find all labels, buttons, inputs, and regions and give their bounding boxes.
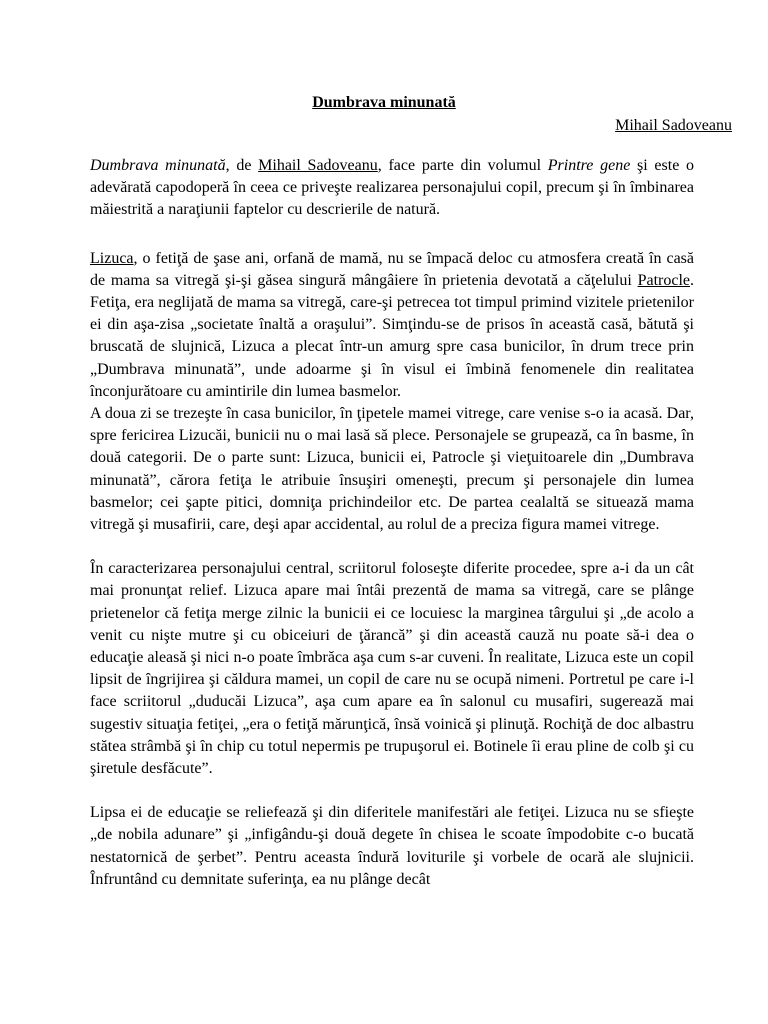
intro-text-2: , face parte din volumul	[377, 157, 548, 174]
paragraph-next-day: A doua zi se trezeşte în casa bunicilor, în ţipetele mamei vitrege, care venise s-o ia acasă. Dar, spre fericirea Lizucăi, bunicii nu o mai lasă să plece. Personajele se grupează, ca în basme, în două categorii. De o parte sunt: Lizuca, bunicii ei, Patrocle şi vieţuitoarele din „Dumbrava minunată”, cărora fetiţa le atribuie însuşiri omeneşti, precum şi personajele din lumea basmelor; cei şapte pitici, domniţa prichindeilor etc. De partea cealaltă se situează mama vitregă şi musafirii, care, deşi apar accidental, au rolul de a preciza figura mamei vitrege.	[90, 405, 694, 534]
patrocle-link[interactable]: Patrocle	[637, 271, 690, 289]
summary-text-2: . Fetiţa, era neglijată de mama sa vitregă, care-şi petrecea tot timpul primind vizitele prietenilor ei din aşa-zisa „societate înaltă a oraşului”. Simţindu-se de prisos în această casă, bătută şi bruscată de slujnică, Lizuca a plecat într-un amurg spre casa bunicilor, în drum trece prin „Dumbrava minunată”, unde adoarme şi în visul ei îmbină fenomenele din realitatea înconjurătoare cu amintirile din lumea basmelor.	[90, 271, 694, 400]
paragraph-education: Lipsa ei de educaţie se reliefează şi din diferitele manifestări ale fetiţei. Lizuca nu se sfieşte „de nobila adunare” şi „infigându-şi două degete în chisea le scoate împodobite c-o bucată nestatornică de şerbet”. Pentru aceasta îndură loviturile şi vorbele de ocară ale slujnicii. Înfruntând cu demnitate suferinţa, ea nu plânge decât	[90, 804, 694, 888]
intro-text-3: şi este o adevărată capodoperă în ceea ce priveşte realizarea personajului copil, precum şi în îmbinarea măiestrită a naraţiunii faptelor cu descrierile de natură.	[90, 157, 695, 219]
intro-text-1: , de	[225, 157, 259, 174]
author-name: Mihail Sadoveanu	[615, 117, 732, 134]
paragraph-spacer	[90, 222, 694, 244]
summary-text-1: , o fetiţă de şase ani, orfană de mamă, nu se împacă deloc cu atmosfera creată în casă de mama sa vitregă şi-şi găsea singură mângâiere în prietenia devotată a căţelului	[90, 249, 694, 289]
lizuca-link[interactable]: Lizuca	[90, 249, 134, 267]
volume-title: Printre gene	[547, 157, 631, 174]
paragraph-spacer	[90, 780, 694, 802]
work-title: Dumbrava minunată	[90, 157, 226, 174]
paragraph-intro	[90, 155, 694, 222]
document-body	[90, 155, 694, 891]
paragraph-spacer	[90, 536, 694, 558]
author-link[interactable]: Mihail Sadoveanu	[258, 157, 378, 174]
paragraph-summary	[90, 248, 694, 403]
paragraph-characterization: În caracterizarea personajului central, scriitorul foloseşte diferite procedee, spre a-i da un cât mai pronunţat relief. Lizuca apare mai întâi prezentă de mama sa vitregă, care se plânge prietenelor că fetiţa merge zilnic la bunicii ei ce locuiesc la marginea târgului şi „de acolo a venit cu nişte mutre şi cu obiceiuri de ţărancă” şi din această cauză nu poate să-i dea o educaţie aleasă şi nici n-o poate îmbrăca aşa cum s-ar cuveni. În realitate, Lizuca este un copil lipsit de îngrijirea şi căldura mamei, un copil de care nu se ocupă nimeni. Portretul pe care i-l face scriitorul „duducăi Lizuca”, aşa cum apare ea în salonul cu musafiri, sugerează mai sugestiv situaţia fetiţei, „era o fetiţă mărunţică, însă voinică şi plinuţă. Rochiţă de doc albastru stătea strâmbă şi în chip cu totul nepermis pe trupuşorul ei. Botinele îi erau pline de colb şi cu şiretule desfăcute”.	[90, 560, 694, 778]
page-title: Dumbrava minunată	[312, 94, 456, 111]
